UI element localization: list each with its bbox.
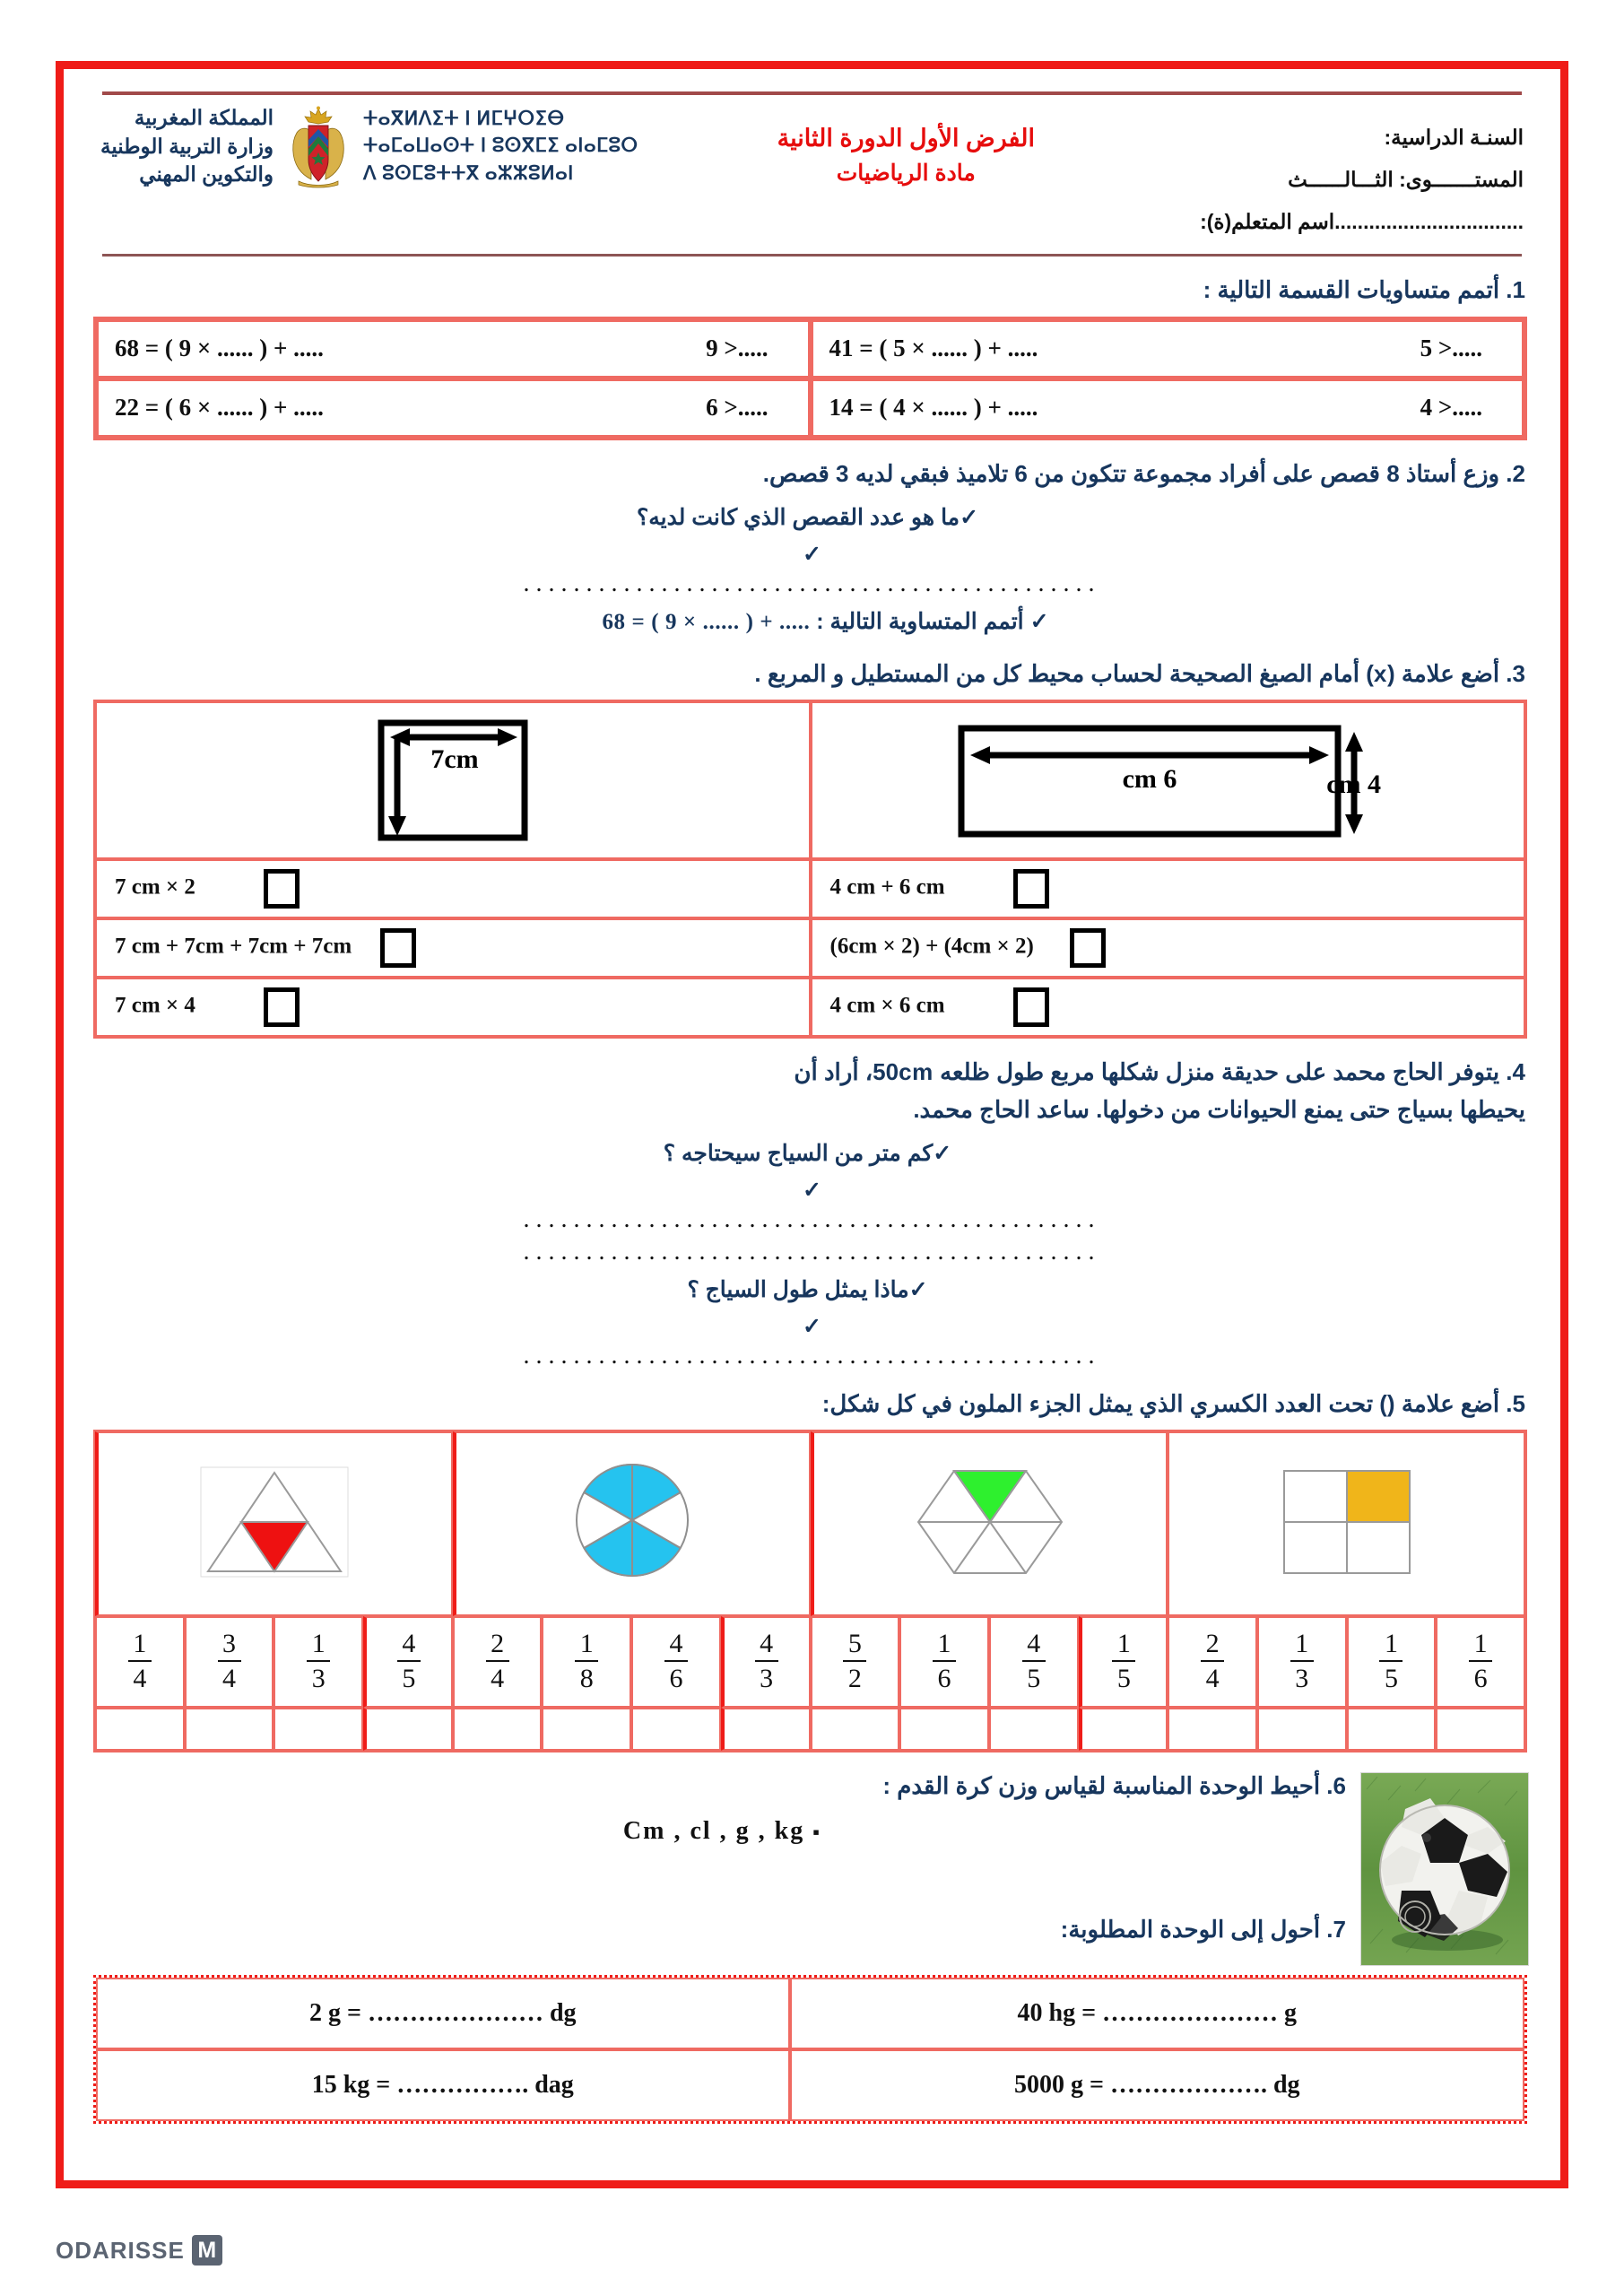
square-diagram-cell bbox=[95, 701, 811, 859]
ex1-expr-r2c1: 14 = ( 4 × ...... ) + ..... bbox=[829, 394, 1038, 422]
ex7-cell-r1c1[interactable]: 40 hg = ………………… g bbox=[790, 1978, 1524, 2049]
table-row bbox=[96, 319, 1524, 378]
ex3-checkbox-left-2[interactable] bbox=[380, 928, 416, 968]
ex3-formula-left-3: 7 cm × 4 bbox=[115, 993, 195, 1018]
ex3-formula-left-2-cell[interactable] bbox=[95, 918, 811, 978]
fraction-bar bbox=[843, 1660, 866, 1662]
fraction-cell[interactable] bbox=[1168, 1616, 1257, 1708]
fraction-numerator: 1 bbox=[579, 1628, 594, 1658]
ministry-block bbox=[100, 104, 638, 189]
ex1-cond-r1c2: 9 >..... bbox=[706, 335, 769, 362]
fraction bbox=[307, 1630, 330, 1693]
exam-title-block bbox=[777, 104, 1035, 190]
table-row bbox=[95, 918, 1525, 978]
fraction-denominator: 5 bbox=[1384, 1664, 1398, 1694]
fraction-denominator: 8 bbox=[579, 1664, 594, 1694]
fraction bbox=[933, 1630, 956, 1693]
fraction-denominator: 3 bbox=[1295, 1664, 1309, 1694]
hexagon-figure-cell bbox=[811, 1431, 1168, 1616]
fraction-cell[interactable] bbox=[185, 1616, 274, 1708]
grid-figure-cell bbox=[1168, 1431, 1525, 1616]
fraction-numerator: 4 bbox=[402, 1628, 416, 1658]
grid-figure bbox=[1248, 1455, 1446, 1589]
answer-box[interactable] bbox=[989, 1708, 1079, 1751]
exercise-7-table bbox=[93, 1975, 1527, 2124]
fraction bbox=[1379, 1630, 1403, 1693]
exam-title: الفرض الأول الدورة الثانية bbox=[777, 125, 1035, 152]
fraction-bar bbox=[664, 1660, 688, 1662]
fraction-numerator: 1 bbox=[1473, 1628, 1488, 1658]
ex7-cell-r1c2[interactable]: 2 g = ………………… dg bbox=[96, 1978, 790, 2049]
answer-box[interactable] bbox=[721, 1708, 811, 1751]
fraction bbox=[1022, 1630, 1046, 1693]
ex1-cond-r1c1: 5 >..... bbox=[1420, 335, 1482, 362]
fraction-numerator: 1 bbox=[1116, 1628, 1131, 1658]
fraction bbox=[397, 1630, 421, 1693]
exercise-5-title: 5. أضع علامة () تحت العدد الكسري الذي يمثل الجزء الملون في كل شكل: bbox=[821, 1389, 1525, 1417]
ministry-line-2: وزارة التربية الوطنية bbox=[100, 134, 274, 158]
fraction-bar bbox=[128, 1660, 152, 1662]
table-row-figures bbox=[95, 1431, 1525, 1616]
fraction-cell[interactable] bbox=[811, 1616, 900, 1708]
football-photo-block bbox=[1350, 1761, 1529, 1966]
fraction-bar bbox=[1379, 1660, 1403, 1662]
tifinagh-line-3: ⴷ ⵓⵙⵎⵓⵜⵜⴳ ⴰⵣⵣⵓⵍⴰⵏ bbox=[363, 162, 574, 184]
ex1-expr-r1c2: 68 = ( 9 × ...... ) + ..... bbox=[115, 335, 324, 362]
exam-subject: مادة الرياضيات bbox=[836, 160, 976, 186]
fraction bbox=[1201, 1630, 1224, 1693]
answer-box[interactable] bbox=[274, 1708, 363, 1751]
exercise-1-title: 1. أتمم متساويات القسمة التالية : bbox=[1203, 276, 1525, 304]
fraction bbox=[1290, 1630, 1314, 1693]
exercise-6-title: 6. أحيط الوحدة المناسبة لقياس وزن كرة القدم : bbox=[882, 1772, 1346, 1800]
fraction bbox=[664, 1630, 688, 1693]
fraction-denominator: 3 bbox=[311, 1664, 326, 1694]
exercise-6-units-list: Cm , cl , g , kg bbox=[622, 1817, 805, 1846]
fraction-cell[interactable] bbox=[721, 1616, 811, 1708]
exercise-4-bullet-2: ✓ ماذا يمثل طول السياج ؟ bbox=[95, 1272, 1529, 1308]
answer-box[interactable] bbox=[1347, 1708, 1437, 1751]
fraction-bar bbox=[575, 1660, 598, 1662]
tifinagh-line-1: ⵜⴰⴳⵍⴷⵉⵜ ⵏ ⵍⵎⵖⵔⵉⴱ bbox=[363, 108, 565, 129]
fraction-denominator: 5 bbox=[402, 1664, 416, 1694]
document-header bbox=[95, 95, 1529, 248]
ex3-checkbox-right-2[interactable] bbox=[1070, 928, 1106, 968]
answer-box[interactable] bbox=[631, 1708, 721, 1751]
table-row-fractions bbox=[95, 1616, 1525, 1708]
ex3-formula-right-1: 4 cm + 6 cm bbox=[829, 874, 945, 900]
ex3-formula-right-2: (6cm × 2) + (4cm × 2) bbox=[829, 934, 1034, 959]
rectangle-diagram bbox=[934, 710, 1401, 845]
ex1-cell-r2c1[interactable] bbox=[811, 378, 1525, 438]
answer-box[interactable] bbox=[899, 1708, 989, 1751]
table-row-shapes bbox=[95, 701, 1525, 859]
student-name-label: اسم المتعلم(ة): bbox=[1200, 210, 1335, 234]
fraction-numerator: 1 bbox=[937, 1628, 951, 1658]
fraction bbox=[218, 1630, 241, 1693]
fraction bbox=[575, 1630, 598, 1693]
answer-box[interactable] bbox=[453, 1708, 543, 1751]
rectangle-width-label: 6 cm bbox=[1122, 764, 1177, 795]
fraction bbox=[755, 1630, 778, 1693]
ex3-checkbox-right-1[interactable] bbox=[1013, 869, 1049, 909]
exercise-2-bullet-1: ✓ ما هو عدد القصص الذي كانت لديه؟ bbox=[95, 500, 1529, 535]
modarisse-logo-text: ODARISSE bbox=[56, 2236, 185, 2264]
exercise-2-equation[interactable]: 68 = ( 9 × ...... ) + ..... bbox=[602, 609, 811, 634]
square-diagram bbox=[318, 710, 587, 845]
exercise-6-bullet: ▪ bbox=[812, 1821, 822, 1844]
exercise-4-title-line-2: يحيطها بسياج حتى يمنع الحيوانات من دخولها. ساعد الحاج محمد. bbox=[913, 1095, 1525, 1123]
ex3-formula-right-2-cell[interactable] bbox=[811, 918, 1526, 978]
fraction-bar bbox=[1201, 1660, 1224, 1662]
exercise-2-bullet-2-label: أتمم المتساوية التالية : bbox=[816, 608, 1024, 634]
exercise-2-title: 2. وزع أستاذ 8 قصص على أفراد مجموعة تتكون من 6 تلاميذ فبقي لديه 3 قصص. bbox=[762, 459, 1525, 487]
fraction bbox=[1469, 1630, 1492, 1693]
fraction-denominator: 5 bbox=[1027, 1664, 1041, 1694]
fraction-denominator: 4 bbox=[491, 1664, 505, 1694]
exercise-4-tick-2: ✓ bbox=[803, 1314, 821, 1339]
fraction-numerator: 4 bbox=[760, 1628, 774, 1658]
table-row bbox=[96, 2049, 1524, 2121]
fraction-numerator: 1 bbox=[1295, 1628, 1309, 1658]
fraction-cell[interactable] bbox=[542, 1616, 631, 1708]
fraction-numerator: 4 bbox=[1027, 1628, 1041, 1658]
ex3-formula-right-3: 4 cm × 6 cm bbox=[829, 993, 945, 1018]
fraction bbox=[486, 1630, 509, 1693]
fraction-bar bbox=[397, 1660, 421, 1662]
fraction-denominator: 6 bbox=[669, 1664, 683, 1694]
ex1-expr-r2c2: 22 = ( 6 × ...... ) + ..... bbox=[115, 394, 324, 422]
ex3-formula-left-3-cell[interactable] bbox=[95, 978, 811, 1037]
triangle-figure-cell bbox=[95, 1431, 453, 1616]
fraction-bar bbox=[1022, 1660, 1046, 1662]
pie-figure-cell bbox=[453, 1431, 811, 1616]
fraction-numerator: 5 bbox=[847, 1628, 862, 1658]
exercise-3-title: 3. أضع علامة (x) أمام الصيغ الصحيحة لحساب محيط كل من المستطيل و المربع . bbox=[754, 659, 1525, 687]
fraction-numerator: 1 bbox=[133, 1628, 147, 1658]
student-fields bbox=[1174, 104, 1524, 243]
exercise-5-table bbox=[93, 1430, 1527, 1752]
ex3-formula-right-1-cell[interactable] bbox=[811, 859, 1526, 918]
fraction-numerator: 3 bbox=[222, 1628, 237, 1658]
exercise-4-tick-1: ✓ bbox=[803, 1178, 821, 1203]
fraction-denominator: 2 bbox=[847, 1664, 862, 1694]
exercise-4-answer-line-3[interactable]: .............................................. bbox=[523, 1341, 1101, 1370]
fraction-bar bbox=[218, 1660, 241, 1662]
fraction bbox=[1112, 1630, 1135, 1693]
student-name-field[interactable] bbox=[1174, 201, 1524, 243]
student-name-dots: ................................. bbox=[1334, 210, 1524, 234]
fraction-cell[interactable] bbox=[95, 1616, 185, 1708]
fraction-denominator: 6 bbox=[937, 1664, 951, 1694]
answer-box[interactable] bbox=[1168, 1708, 1257, 1751]
fraction-cell[interactable] bbox=[1347, 1616, 1437, 1708]
answer-box[interactable] bbox=[363, 1708, 453, 1751]
fraction-denominator: 3 bbox=[760, 1664, 774, 1694]
fraction-denominator: 4 bbox=[133, 1664, 147, 1694]
exercise-6-7-block bbox=[95, 1761, 1529, 1966]
ex1-expr-r1c1: 41 = ( 5 × ...... ) + ..... bbox=[829, 335, 1038, 362]
exercise-7-title: 7. أحول إلى الوحدة المطلوبة: bbox=[1060, 1916, 1346, 1944]
ex3-formula-left-2: 7 cm + 7cm + 7cm + 7cm bbox=[115, 934, 352, 959]
page-content bbox=[70, 75, 1554, 2174]
football-photo bbox=[1360, 1772, 1529, 1966]
pie-figure bbox=[534, 1450, 731, 1594]
footer-logo bbox=[56, 2235, 222, 2266]
exercise-4-answer-line-2[interactable]: .............................................. bbox=[523, 1237, 1101, 1265]
rectangle-diagram-cell bbox=[811, 701, 1526, 859]
school-year-field[interactable] bbox=[1174, 117, 1524, 159]
morocco-coat-of-arms-icon bbox=[284, 106, 352, 188]
fraction bbox=[128, 1630, 152, 1693]
ex3-formula-left-1-cell[interactable] bbox=[95, 859, 811, 918]
table-row bbox=[95, 978, 1525, 1037]
fraction-bar bbox=[1112, 1660, 1135, 1662]
header-bottom-rule bbox=[102, 254, 1522, 257]
fraction-cell[interactable] bbox=[274, 1616, 363, 1708]
ex1-cell-r1c2[interactable] bbox=[96, 319, 811, 378]
hexagon-figure bbox=[891, 1455, 1089, 1589]
fraction-bar bbox=[1290, 1660, 1314, 1662]
table-row bbox=[96, 1978, 1524, 2049]
ex3-checkbox-right-3[interactable] bbox=[1013, 987, 1049, 1027]
exercise-4-bullet-1: ✓ كم متر من السياج سيحتاجه ؟ bbox=[95, 1135, 1529, 1171]
school-year-label: السنـة الدراسية: bbox=[1384, 126, 1524, 149]
answer-box[interactable] bbox=[542, 1708, 631, 1751]
fraction-cell[interactable] bbox=[1079, 1616, 1168, 1708]
answer-box[interactable] bbox=[185, 1708, 274, 1751]
ex3-formula-right-3-cell[interactable] bbox=[811, 978, 1526, 1037]
ex1-cell-r1c1[interactable] bbox=[811, 319, 1525, 378]
answer-box[interactable] bbox=[811, 1708, 900, 1751]
ex7-cell-r2c1[interactable]: 5000 g = ………………. dg bbox=[790, 2049, 1524, 2121]
rectangle-height-label: 4 cm bbox=[1326, 770, 1382, 800]
fraction-cell[interactable] bbox=[631, 1616, 721, 1708]
fraction-bar bbox=[486, 1660, 509, 1662]
ministry-line-1: المملكة المغربية bbox=[134, 106, 274, 129]
fraction-bar bbox=[755, 1660, 778, 1662]
fraction-numerator: 1 bbox=[311, 1628, 326, 1658]
square-side-label: 7cm bbox=[430, 744, 479, 775]
fraction-numerator: 2 bbox=[1205, 1628, 1220, 1658]
exercise-2-bullet-2 bbox=[95, 604, 1529, 640]
exercise-3-table bbox=[93, 700, 1527, 1039]
triangle-figure bbox=[176, 1455, 373, 1589]
tifinagh-line-2: ⵜⴰⵎⴰⵡⴰⵙⵜ ⵏ ⵓⵙⴳⵎⵉ ⴰⵏⴰⵎⵓⵔ bbox=[363, 135, 638, 157]
exercise-2-answer-line-1[interactable]: .............................................. bbox=[523, 569, 1101, 597]
fraction-bar bbox=[1469, 1660, 1492, 1662]
modarisse-logo-icon: M bbox=[192, 2235, 222, 2266]
ex3-checkbox-left-1[interactable] bbox=[264, 869, 300, 909]
ministry-tifinagh bbox=[363, 106, 638, 187]
fraction-numerator: 1 bbox=[1384, 1628, 1398, 1658]
fraction-cell[interactable] bbox=[363, 1616, 453, 1708]
answer-box[interactable] bbox=[1257, 1708, 1347, 1751]
exercise-6-units[interactable] bbox=[95, 1817, 1350, 1846]
table-row bbox=[95, 859, 1525, 918]
fraction-numerator: 4 bbox=[669, 1628, 683, 1658]
fraction-denominator: 4 bbox=[222, 1664, 237, 1694]
fraction bbox=[843, 1630, 866, 1693]
ex1-cell-r2c2[interactable] bbox=[96, 378, 811, 438]
ex3-checkbox-left-3[interactable] bbox=[264, 987, 300, 1027]
answer-box[interactable] bbox=[1436, 1708, 1525, 1751]
exercise-4-answer-line-1[interactable]: .............................................. bbox=[523, 1205, 1101, 1233]
fraction-cell[interactable] bbox=[899, 1616, 989, 1708]
fraction-cell[interactable] bbox=[1436, 1616, 1525, 1708]
answer-box[interactable] bbox=[95, 1708, 185, 1751]
fraction-denominator: 5 bbox=[1116, 1664, 1131, 1694]
ministry-arabic bbox=[100, 104, 274, 189]
answer-box[interactable] bbox=[1079, 1708, 1168, 1751]
fraction-denominator: 4 bbox=[1205, 1664, 1220, 1694]
fraction-bar bbox=[307, 1660, 330, 1662]
level-field bbox=[1174, 159, 1524, 201]
football-image bbox=[1361, 1773, 1528, 1965]
ex1-cond-r2c1: 4 >..... bbox=[1420, 394, 1482, 422]
fraction-cell[interactable] bbox=[453, 1616, 543, 1708]
fraction-cell[interactable] bbox=[1257, 1616, 1347, 1708]
fraction-numerator: 2 bbox=[491, 1628, 505, 1658]
ministry-line-3: والتكوين المهني bbox=[139, 162, 274, 187]
exercise-4-title-line-1: 4. يتوفر الحاج محمد على حديقة منزل شكلها مربع طول ظلعه 50cm، أراد أن bbox=[794, 1057, 1525, 1085]
exercise-1-table bbox=[93, 317, 1527, 440]
fraction-cell[interactable] bbox=[989, 1616, 1079, 1708]
ex3-formula-left-1: 7 cm × 2 bbox=[115, 874, 195, 900]
fraction-bar bbox=[933, 1660, 956, 1662]
ex7-cell-r2c2[interactable]: 15 kg = ……………. dag bbox=[96, 2049, 790, 2121]
exercise-2-tick-1: ✓ bbox=[803, 542, 821, 567]
fraction-denominator: 6 bbox=[1473, 1664, 1488, 1694]
table-row bbox=[96, 378, 1524, 438]
table-row-answer-boxes bbox=[95, 1708, 1525, 1751]
ex1-cond-r2c2: 6 >..... bbox=[706, 394, 769, 422]
level-label: المستـــــــوى: الثـــالــــــث bbox=[1288, 168, 1524, 192]
